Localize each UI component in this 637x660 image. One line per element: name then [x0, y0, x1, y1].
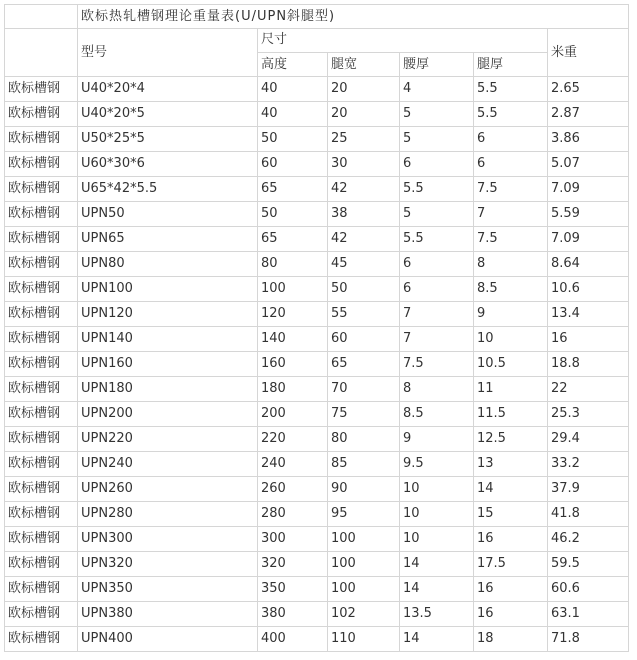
model-cell: UPN80 [78, 252, 258, 277]
model-cell: U60*30*6 [78, 152, 258, 177]
leg-thickness-cell: 10.5 [474, 352, 548, 377]
waist-thickness-cell: 14 [400, 627, 474, 652]
category-cell: 欧标槽钢 [5, 177, 78, 202]
model-cell: U65*42*5.5 [78, 177, 258, 202]
weight-table [4, 4, 629, 652]
waist-thickness-cell: 5 [400, 127, 474, 152]
height-cell: 240 [258, 452, 328, 477]
leg-width-cell: 75 [328, 402, 400, 427]
model-cell: UPN280 [78, 502, 258, 527]
weight-table-container [4, 4, 629, 652]
model-cell: UPN160 [78, 352, 258, 377]
height-cell: 50 [258, 127, 328, 152]
leg-width-cell: 60 [328, 327, 400, 352]
category-cell: 欧标槽钢 [5, 627, 78, 652]
category-cell: 欧标槽钢 [5, 77, 78, 102]
height-cell: 80 [258, 252, 328, 277]
weight-cell: 10.6 [548, 277, 629, 302]
weight-cell: 33.2 [548, 452, 629, 477]
leg-thickness-cell: 16 [474, 577, 548, 602]
leg-width-cell: 100 [328, 577, 400, 602]
height-cell: 140 [258, 327, 328, 352]
weight-cell: 5.07 [548, 152, 629, 177]
table-row [5, 502, 629, 527]
category-cell: 欧标槽钢 [5, 602, 78, 627]
height-cell: 280 [258, 502, 328, 527]
title-spacer-cell [5, 5, 78, 29]
category-cell: 欧标槽钢 [5, 152, 78, 177]
leg-thickness-cell: 7 [474, 202, 548, 227]
height-cell: 40 [258, 102, 328, 127]
table-row [5, 177, 629, 202]
leg-thickness-cell: 9 [474, 302, 548, 327]
waist-thickness-cell: 5 [400, 202, 474, 227]
model-cell: U40*20*4 [78, 77, 258, 102]
leg-width-cell: 100 [328, 527, 400, 552]
waist-thickness-cell: 14 [400, 552, 474, 577]
category-cell: 欧标槽钢 [5, 252, 78, 277]
weight-cell: 2.87 [548, 102, 629, 127]
category-cell: 欧标槽钢 [5, 277, 78, 302]
header-weight: 米重 [548, 29, 629, 77]
table-row [5, 302, 629, 327]
waist-thickness-cell: 10 [400, 502, 474, 527]
table-row [5, 77, 629, 102]
weight-cell: 41.8 [548, 502, 629, 527]
leg-thickness-cell: 5.5 [474, 102, 548, 127]
header-type: 型号 [78, 29, 258, 77]
leg-width-cell: 95 [328, 502, 400, 527]
weight-cell: 18.8 [548, 352, 629, 377]
model-cell: U40*20*5 [78, 102, 258, 127]
leg-thickness-cell: 7.5 [474, 177, 548, 202]
leg-width-cell: 25 [328, 127, 400, 152]
leg-width-cell: 45 [328, 252, 400, 277]
table-row [5, 427, 629, 452]
model-cell: UPN140 [78, 327, 258, 352]
category-cell: 欧标槽钢 [5, 327, 78, 352]
table-row [5, 552, 629, 577]
table-row [5, 452, 629, 477]
waist-thickness-cell: 8 [400, 377, 474, 402]
table-row [5, 477, 629, 502]
waist-thickness-cell: 10 [400, 477, 474, 502]
height-cell: 350 [258, 577, 328, 602]
category-cell: 欧标槽钢 [5, 402, 78, 427]
leg-thickness-cell: 5.5 [474, 77, 548, 102]
weight-cell: 37.9 [548, 477, 629, 502]
category-cell: 欧标槽钢 [5, 202, 78, 227]
leg-width-cell: 110 [328, 627, 400, 652]
category-cell: 欧标槽钢 [5, 227, 78, 252]
height-cell: 65 [258, 227, 328, 252]
leg-width-cell: 30 [328, 152, 400, 177]
weight-cell: 3.86 [548, 127, 629, 152]
table-row [5, 527, 629, 552]
height-cell: 400 [258, 627, 328, 652]
category-cell: 欧标槽钢 [5, 377, 78, 402]
waist-thickness-cell: 7.5 [400, 352, 474, 377]
table-row [5, 627, 629, 652]
leg-width-cell: 20 [328, 77, 400, 102]
height-cell: 100 [258, 277, 328, 302]
model-cell: UPN240 [78, 452, 258, 477]
height-cell: 60 [258, 152, 328, 177]
weight-cell: 46.2 [548, 527, 629, 552]
leg-thickness-cell: 6 [474, 152, 548, 177]
title-row [5, 5, 629, 29]
waist-thickness-cell: 5.5 [400, 177, 474, 202]
leg-thickness-cell: 12.5 [474, 427, 548, 452]
category-cell: 欧标槽钢 [5, 352, 78, 377]
height-cell: 65 [258, 177, 328, 202]
leg-width-cell: 50 [328, 277, 400, 302]
height-cell: 40 [258, 77, 328, 102]
waist-thickness-cell: 9 [400, 427, 474, 452]
weight-cell: 60.6 [548, 577, 629, 602]
leg-width-cell: 100 [328, 552, 400, 577]
weight-cell: 59.5 [548, 552, 629, 577]
leg-thickness-cell: 11 [474, 377, 548, 402]
height-cell: 200 [258, 402, 328, 427]
category-cell: 欧标槽钢 [5, 527, 78, 552]
waist-thickness-cell: 5.5 [400, 227, 474, 252]
leg-width-cell: 38 [328, 202, 400, 227]
waist-thickness-cell: 6 [400, 277, 474, 302]
leg-thickness-cell: 13 [474, 452, 548, 477]
height-cell: 160 [258, 352, 328, 377]
weight-cell: 63.1 [548, 602, 629, 627]
category-cell: 欧标槽钢 [5, 552, 78, 577]
table-row [5, 102, 629, 127]
table-row [5, 402, 629, 427]
model-cell: UPN50 [78, 202, 258, 227]
table-row [5, 277, 629, 302]
category-cell: 欧标槽钢 [5, 427, 78, 452]
leg-thickness-cell: 11.5 [474, 402, 548, 427]
model-cell: UPN400 [78, 627, 258, 652]
height-cell: 50 [258, 202, 328, 227]
model-cell: UPN220 [78, 427, 258, 452]
waist-thickness-cell: 13.5 [400, 602, 474, 627]
weight-cell: 8.64 [548, 252, 629, 277]
weight-cell: 5.59 [548, 202, 629, 227]
height-cell: 300 [258, 527, 328, 552]
weight-cell: 2.65 [548, 77, 629, 102]
model-cell: UPN120 [78, 302, 258, 327]
weight-cell: 16 [548, 327, 629, 352]
leg-thickness-cell: 18 [474, 627, 548, 652]
header-row-1 [5, 29, 629, 53]
model-cell: UPN350 [78, 577, 258, 602]
leg-width-cell: 42 [328, 177, 400, 202]
category-cell: 欧标槽钢 [5, 577, 78, 602]
leg-width-cell: 90 [328, 477, 400, 502]
table-row [5, 227, 629, 252]
weight-cell: 7.09 [548, 177, 629, 202]
weight-cell: 29.4 [548, 427, 629, 452]
category-cell: 欧标槽钢 [5, 302, 78, 327]
model-cell: UPN300 [78, 527, 258, 552]
table-row [5, 152, 629, 177]
model-cell: UPN65 [78, 227, 258, 252]
leg-thickness-cell: 17.5 [474, 552, 548, 577]
table-row [5, 252, 629, 277]
waist-thickness-cell: 5 [400, 102, 474, 127]
leg-width-cell: 65 [328, 352, 400, 377]
leg-width-cell: 55 [328, 302, 400, 327]
table-row [5, 127, 629, 152]
model-cell: UPN260 [78, 477, 258, 502]
weight-cell: 71.8 [548, 627, 629, 652]
model-cell: U50*25*5 [78, 127, 258, 152]
waist-thickness-cell: 4 [400, 77, 474, 102]
leg-thickness-cell: 15 [474, 502, 548, 527]
table-row [5, 577, 629, 602]
table-row [5, 377, 629, 402]
weight-cell: 25.3 [548, 402, 629, 427]
category-cell: 欧标槽钢 [5, 127, 78, 152]
waist-thickness-cell: 7 [400, 302, 474, 327]
leg-thickness-cell: 7.5 [474, 227, 548, 252]
leg-width-cell: 20 [328, 102, 400, 127]
leg-thickness-cell: 10 [474, 327, 548, 352]
waist-thickness-cell: 9.5 [400, 452, 474, 477]
waist-thickness-cell: 8.5 [400, 402, 474, 427]
height-cell: 380 [258, 602, 328, 627]
weight-cell: 13.4 [548, 302, 629, 327]
table-row [5, 602, 629, 627]
leg-width-cell: 102 [328, 602, 400, 627]
leg-width-cell: 85 [328, 452, 400, 477]
header-height: 高度 [258, 53, 328, 77]
waist-thickness-cell: 7 [400, 327, 474, 352]
leg-thickness-cell: 16 [474, 527, 548, 552]
leg-thickness-cell: 16 [474, 602, 548, 627]
height-cell: 180 [258, 377, 328, 402]
leg-thickness-cell: 8 [474, 252, 548, 277]
category-cell: 欧标槽钢 [5, 502, 78, 527]
table-row [5, 202, 629, 227]
height-cell: 220 [258, 427, 328, 452]
leg-thickness-cell: 8.5 [474, 277, 548, 302]
table-row [5, 352, 629, 377]
waist-thickness-cell: 10 [400, 527, 474, 552]
header-waist-thickness: 腰厚 [400, 53, 474, 77]
model-cell: UPN200 [78, 402, 258, 427]
leg-thickness-cell: 6 [474, 127, 548, 152]
waist-thickness-cell: 6 [400, 252, 474, 277]
header-leg-width: 腿宽 [328, 53, 400, 77]
table-row [5, 327, 629, 352]
category-cell: 欧标槽钢 [5, 452, 78, 477]
height-cell: 320 [258, 552, 328, 577]
model-cell: UPN180 [78, 377, 258, 402]
model-cell: UPN320 [78, 552, 258, 577]
leg-width-cell: 80 [328, 427, 400, 452]
leg-width-cell: 42 [328, 227, 400, 252]
category-cell: 欧标槽钢 [5, 102, 78, 127]
leg-width-cell: 70 [328, 377, 400, 402]
category-cell: 欧标槽钢 [5, 477, 78, 502]
height-cell: 260 [258, 477, 328, 502]
header-size-group: 尺寸 [258, 29, 548, 53]
weight-cell: 7.09 [548, 227, 629, 252]
model-cell: UPN380 [78, 602, 258, 627]
height-cell: 120 [258, 302, 328, 327]
waist-thickness-cell: 6 [400, 152, 474, 177]
header-leg-thickness: 腿厚 [474, 53, 548, 77]
table-title: 欧标热轧槽钢理论重量表(U/UPN斜腿型) [78, 5, 629, 29]
header-spacer-cell [5, 29, 78, 77]
model-cell: UPN100 [78, 277, 258, 302]
waist-thickness-cell: 14 [400, 577, 474, 602]
weight-cell: 22 [548, 377, 629, 402]
leg-thickness-cell: 14 [474, 477, 548, 502]
